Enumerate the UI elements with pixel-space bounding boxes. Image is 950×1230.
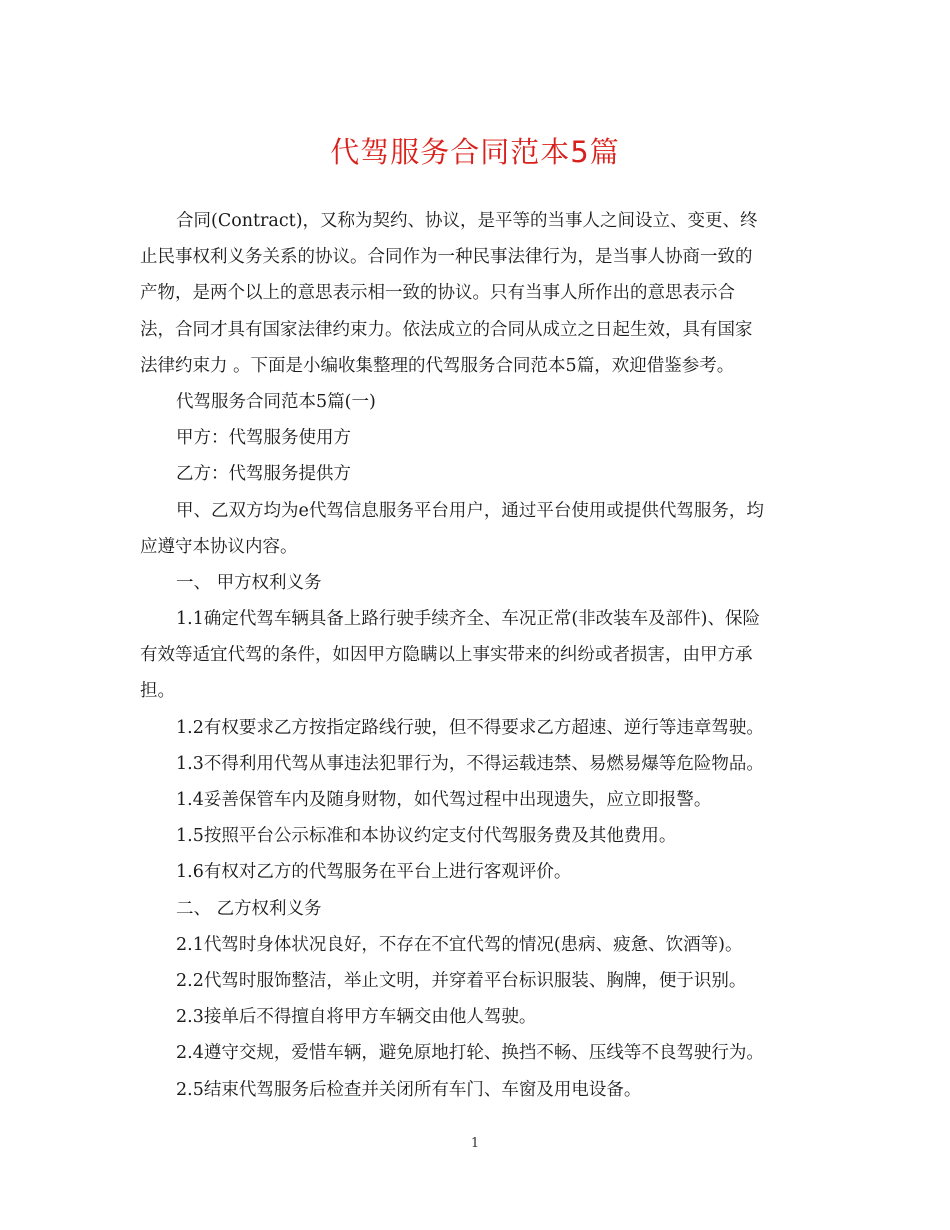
text-line: 担。 bbox=[140, 681, 175, 702]
text-line: 应遵守本协议内容。 bbox=[140, 536, 298, 557]
text-line: 2.5结束代驾服务后检查并关闭所有车门、车窗及用电设备。 bbox=[176, 1079, 642, 1100]
text-line: 2.4遵守交规，爱惜车辆，避免原地打轮、换挡不畅、压线等不良驾驶行为。 bbox=[176, 1043, 764, 1064]
text-line: 2.1代驾时身体状况良好，不存在不宜代驾的情况(患病、疲惫、饮酒等)。 bbox=[176, 934, 743, 955]
text-line: 1.6有权对乙方的代驾服务在平台上进行客观评价。 bbox=[176, 862, 572, 883]
text-line: 乙方：代驾服务提供方 bbox=[176, 464, 351, 485]
text-line: 2.3接单后不得擅自将甲方车辆交由他人驾驶。 bbox=[176, 1007, 537, 1028]
text-line: 止民事权利义务关系的协议。合同作为一种民事法律行为，是当事人协商一致的 bbox=[140, 247, 753, 268]
text-line: 有效等适宜代驾的条件，如因甲方隐瞒以上事实带来的纠纷或者损害，由甲方承 bbox=[140, 645, 753, 666]
text-line: 产物，是两个以上的意思表示相一致的协议。只有当事人所作出的意思表示合 bbox=[140, 283, 735, 304]
page-number: 1 bbox=[470, 1136, 480, 1151]
text-line: 法，合同才具有国家法律约束力。依法成立的合同从成立之日起生效，具有国家 bbox=[140, 319, 753, 340]
text-line: 二、 乙方权利义务 bbox=[176, 898, 322, 919]
text-line: 1.5按照平台公示标准和本协议约定支付代驾服务费及其他费用。 bbox=[176, 826, 677, 847]
text-line: 法律约束力 。下面是小编收集整理的代驾服务合同范本5篇，欢迎借鉴参考。 bbox=[140, 355, 735, 376]
text-line: 1.4妥善保管车内及随身财物，如代驾过程中出现遗失，应立即报警。 bbox=[176, 790, 712, 810]
text-line: 1.1确定代驾车辆具备上路行驶手续齐全、车况正常(非改装车及部件)、保险 bbox=[176, 609, 760, 630]
document-body bbox=[140, 203, 812, 1108]
text-line: 甲方：代驾服务使用方 bbox=[176, 428, 351, 449]
text-line: 1.2有权要求乙方按指定路线行驶，但不得要求乙方超速、逆行等违章驾驶。 bbox=[176, 717, 764, 738]
text-line: 甲、乙双方均为e代驾信息服务平台用户，通过平台使用或提供代驾服务，均 bbox=[176, 500, 764, 521]
text-line: 1.3不得利用代驾从事违法犯罪行为，不得运载违禁、易燃易爆等危险物品。 bbox=[176, 753, 764, 774]
text-line: 代驾服务合同范本5篇(一) bbox=[176, 391, 376, 412]
text-line: 一、 甲方权利义务 bbox=[176, 572, 322, 593]
text-line: 2.2代驾时服饰整洁，举止文明，并穿着平台标识服装、胸牌，便于识别。 bbox=[176, 970, 747, 991]
text-line: 合同(Contract)，又称为契约、协议，是平等的当事人之间设立、变更、终 bbox=[176, 211, 758, 231]
page-title: 代驾服务合同范本5篇 bbox=[330, 135, 620, 169]
